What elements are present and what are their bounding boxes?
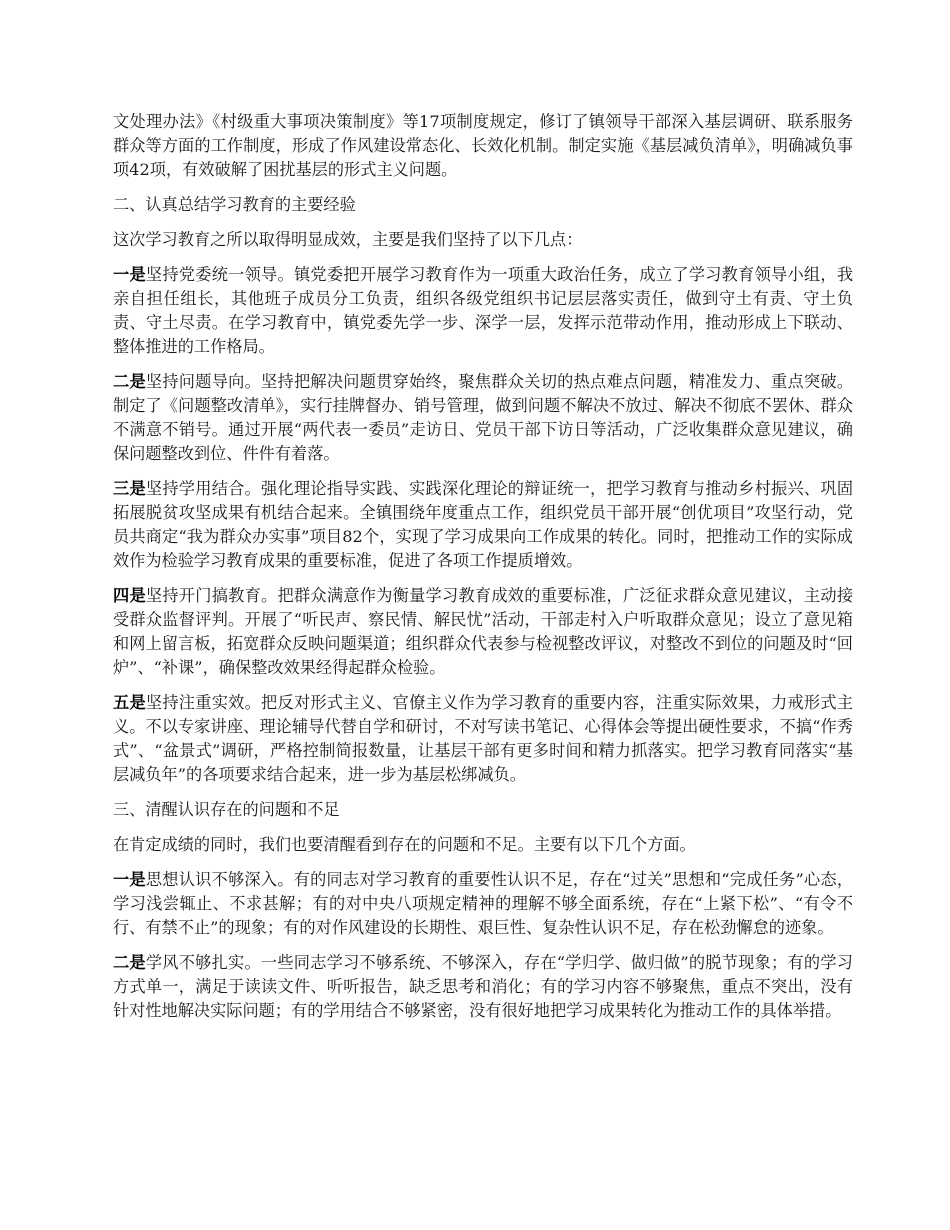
experience-summary: 这次学习教育之所以取得明显成效，主要是我们坚持了以下几点： (113, 230, 583, 249)
item-text: 思想认识不够深入。有的同志对学习教育的重要性认识不足，存在“过关”思想和“完成任务”心态，学习浅尝辄止、不求甚解；有的对中央八项规定精神的理解不够全面系统，存在“上紧下松”、“有令不行、有禁不止”的现象；有的对作风建设的长期性、艰巨性、复杂性认识不足，存在松劲懈怠的迹象。 (113, 870, 854, 937)
experience-item-5 (113, 691, 853, 787)
item-lead: 一是 (113, 265, 146, 284)
item-lead: 三是 (113, 479, 146, 498)
document-page (113, 110, 853, 1034)
problem-item-1 (113, 868, 853, 940)
item-lead: 二是 (113, 953, 146, 972)
intro-paragraph: 文处理办法》《村级重大事项决策制度》等17项制度规定，修订了镇领导干部深入基层调研、联系服务群众等方面的工作制度，形成了作风建设常态化、长效化机制。制定实施《基层减负清单》，明确减负事项42项，有效破解了困扰基层的形式主义问题。 (113, 112, 853, 179)
item-text: 学风不够扎实。一些同志学习不够系统、不够深入，存在“学归学、做归做”的脱节现象；有的学习方式单一，满足于读读文件、听听报告，缺乏思考和消化；有的学习内容不够聚焦，重点不突出，没有针对性地解决实际问题；有的学用结合不够紧密，没有很好地把学习成果转化为推动工作的具体举措。 (113, 953, 853, 1020)
item-lead: 五是 (113, 693, 146, 712)
experience-item-2 (113, 370, 853, 466)
section-heading-problems: 三、清醒认识存在的问题和不足 (113, 800, 340, 819)
problem-item-2 (113, 951, 853, 1023)
section-heading-experience: 二、认真总结学习教育的主要经验 (113, 195, 356, 214)
problems-summary: 在肯定成绩的同时，我们也要清醒看到存在的问题和不足。主要有以下几个方面。 (113, 835, 696, 854)
item-text: 坚持注重实效。把反对形式主义、官僚主义作为学习教育的重要内容，注重实际效果，力戒形式主义。不以专家讲座、理论辅导代替自学和研讨，不对写读书笔记、心得体会等提出硬性要求，不搞“作秀式”、“盆景式”调研，严格控制简报数量，让基层干部有更多时间和精力抓落实。把学习教育同落实“基层减负年”的各项要求结合起来，进一步为基层松绑减负。 (113, 693, 854, 784)
item-text: 坚持学用结合。强化理论指导实践、实践深化理论的辩证统一，把学习教育与推动乡村振兴、巩固拓展脱贫攻坚成果有机结合起来。全镇围绕年度重点工作，组织党员干部开展“创优项目”攻坚行动，党员共商定“我为群众办实事”项目82个，实现了学习成果向工作成果的转化。同时，把推动工作的实际成效作为检验学习教育成果的重要标准，促进了各项工作提质增效。 (113, 479, 854, 570)
experience-item-3 (113, 477, 853, 573)
experience-item-1 (113, 263, 853, 359)
item-text: 坚持开门搞教育。把群众满意作为衡量学习教育成效的重要标准，广泛征求群众意见建议，主动接受群众监督评判。开展了“听民声、察民情、解民忧”活动，干部走村入户听取群众意见；设立了意见箱和网上留言板，拓宽群众反映问题渠道；组织群众代表参与检视整改评议，对整改不到位的问题及时“回炉”、“补课”，确保整改效果经得起群众检验。 (113, 586, 854, 677)
item-lead: 二是 (113, 372, 146, 391)
item-text: 坚持问题导向。坚持把解决问题贯穿始终，聚焦群众关切的热点难点问题，精准发力、重点突破。制定了《问题整改清单》，实行挂牌督办、销号管理，做到问题不解决不放过、解决不彻底不罢休、群众不满意不销号。通过开展“两代表一委员”走访日、党员干部下访日等活动，广泛收集群众意见建议，确保问题整改到位、件件有着落。 (113, 372, 854, 463)
item-lead: 一是 (113, 870, 146, 889)
item-lead: 四是 (113, 586, 146, 605)
experience-item-4 (113, 584, 853, 680)
item-text: 坚持党委统一领导。镇党委把开展学习教育作为一项重大政治任务，成立了学习教育领导小组，我亲自担任组长，其他班子成员分工负责，组织各级党组织书记层层落实责任，做到守土有责、守土负责、守土尽责。在学习教育中，镇党委先学一步、深学一层，发挥示范带动作用，推动形成上下联动、整体推进的工作格局。 (113, 265, 854, 356)
